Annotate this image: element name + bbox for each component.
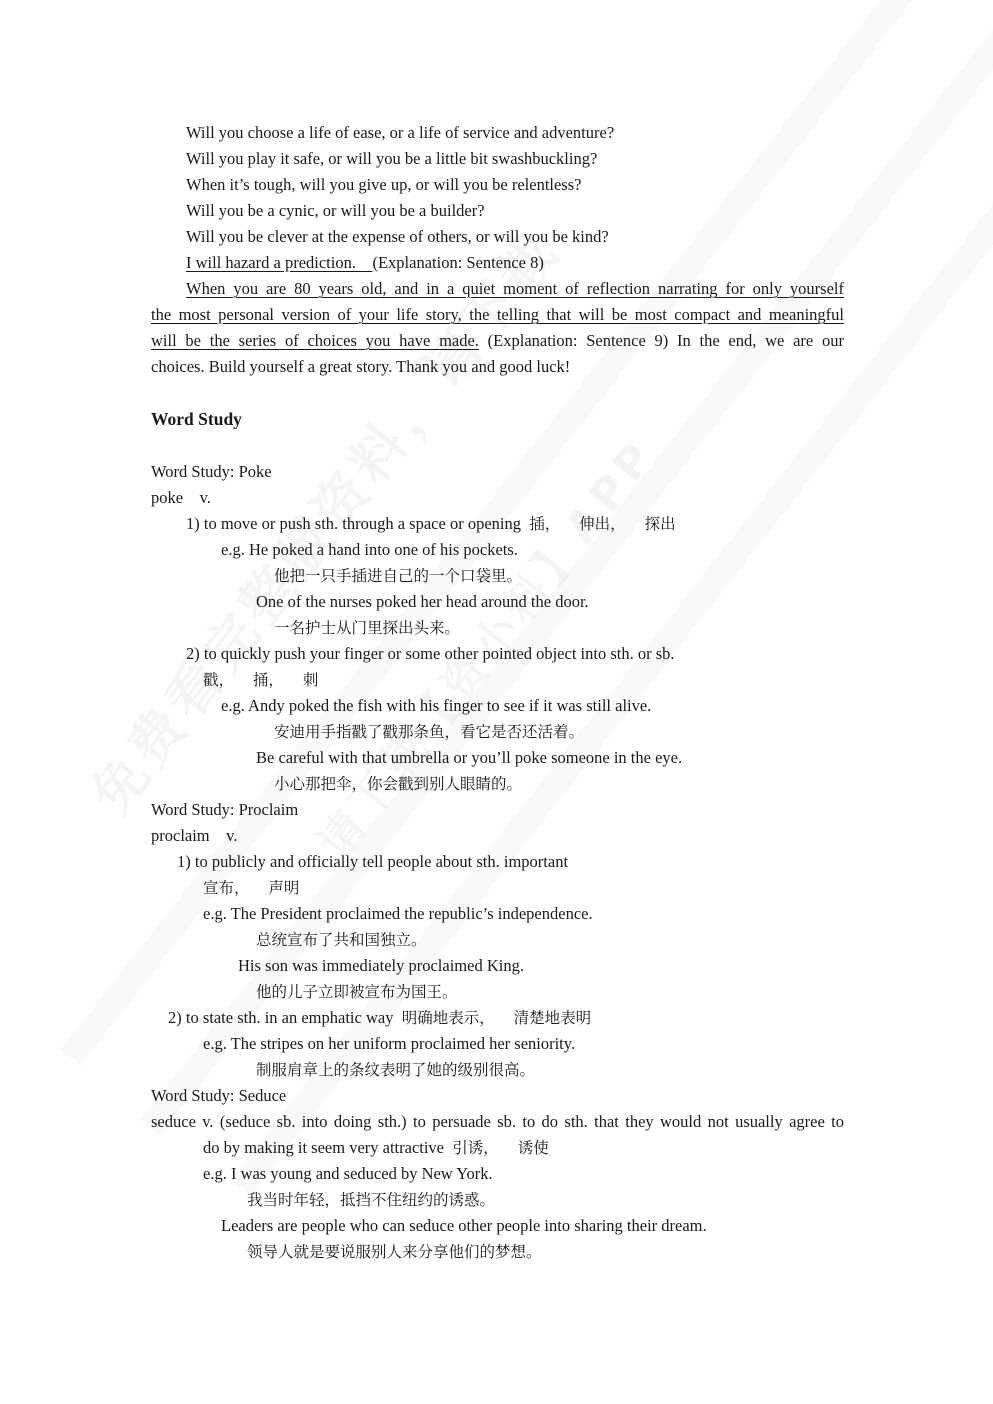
example-sentence: e.g. I was young and seduced by New York. xyxy=(203,1164,493,1183)
example-translation: 总统宣布了共和国独立。 xyxy=(256,931,427,949)
underlined-sentence: I will hazard a prediction. xyxy=(186,253,356,272)
chinese-gloss: 插， 伸出， 探出 xyxy=(529,515,676,533)
word-study-title: Word Study: Poke xyxy=(151,462,272,481)
example-sentence: e.g. Andy poked the fish with his finger to see if it was still alive. xyxy=(221,696,652,715)
question-line: Will you be a cynic, or will you be a builder? xyxy=(186,201,485,220)
example-translation: 他的儿子立即被宣布为国王。 xyxy=(256,983,458,1001)
question-line: Will you be clever at the expense of others, or will you be kind? xyxy=(186,227,609,246)
sense-definition xyxy=(186,514,676,534)
paragraph-line: When you are 80 years old, and in a quiet moment of reflection narrating for only yourself xyxy=(186,279,844,298)
example-sentence: Leaders are people who can seduce other people into sharing their dream. xyxy=(221,1216,707,1235)
example-translation: 制服肩章上的条纹表明了她的级别很高。 xyxy=(256,1061,536,1079)
example-sentence: Be careful with that umbrella or you’ll poke someone in the eye. xyxy=(256,748,683,767)
section-heading: Word Study xyxy=(151,409,242,429)
example-sentence: One of the nurses poked her head around the door. xyxy=(256,592,589,611)
example-sentence: His son was immediately proclaimed King. xyxy=(238,956,524,975)
example-translation: 我当时年轻，抵挡不住纽约的诱惑。 xyxy=(247,1191,496,1209)
sense-definition: 1) to publicly and officially tell people about sth. important xyxy=(177,852,569,871)
chinese-gloss: 宣布， 声明 xyxy=(203,879,300,897)
sense-definition: seduce v. (seduce sb. into doing sth.) to persuade sb. to do sth. that they would not usually agree to xyxy=(151,1112,844,1131)
example-sentence: e.g. He poked a hand into one of his pockets. xyxy=(221,540,518,559)
example-translation: 他把一只手插进自己的一个口袋里。 xyxy=(274,567,523,585)
example-translation: 安迪用手指戳了戳那条鱼，看它是否还活着。 xyxy=(274,723,585,741)
sense-definition: 2) to quickly push your finger or some other pointed object into sth. or sb. xyxy=(186,644,675,663)
underlined-sentence: will be the series of choices you have made. xyxy=(151,331,479,350)
word-study-title: Word Study: Seduce xyxy=(151,1086,287,1105)
word-study-title: Word Study: Proclaim xyxy=(151,800,299,819)
question-line: Will you choose a life of ease, or a life of service and adventure? xyxy=(186,123,615,142)
explanation-note: (Explanation: Sentence 9) In the end, we are our xyxy=(487,331,844,350)
headword: poke v. xyxy=(151,488,211,507)
example-translation: 一名护士从门里探出头来。 xyxy=(274,619,461,637)
paragraph-line: choices. Build yourself a great story. Thank you and good luck! xyxy=(151,357,571,376)
chinese-gloss: 引诱， 诱使 xyxy=(452,1139,549,1157)
sense-definition xyxy=(203,1138,549,1158)
hazard-line xyxy=(186,253,544,273)
definition-text: 2) to state sth. in an emphatic way xyxy=(168,1008,394,1027)
question-line: Will you play it safe, or will you be a little bit swashbuckling? xyxy=(186,149,598,168)
chinese-gloss: 戳， 捅， 刺 xyxy=(203,671,319,689)
paragraph-line: the most personal version of your life story, the telling that will be most compact and meaningful xyxy=(151,305,844,324)
example-sentence: e.g. The President proclaimed the republic’s independence. xyxy=(203,904,593,923)
definition-text: 1) to move or push sth. through a space or opening xyxy=(186,514,521,533)
sense-definition xyxy=(168,1008,591,1028)
example-translation: 领导人就是要说服别人来分享他们的梦想。 xyxy=(247,1243,542,1261)
definition-text: do by making it seem very attractive xyxy=(203,1138,445,1157)
headword: proclaim v. xyxy=(151,826,238,845)
example-sentence: e.g. The stripes on her uniform proclaimed her seniority. xyxy=(203,1034,576,1053)
paragraph-line xyxy=(151,331,844,351)
chinese-gloss: 明确地表示， 清楚地表明 xyxy=(401,1009,592,1027)
question-line: When it’s tough, will you give up, or will you be relentless? xyxy=(186,175,582,194)
example-translation: 小心那把伞，你会戳到别人眼睛的。 xyxy=(274,775,523,793)
explanation-note: (Explanation: Sentence 8) xyxy=(372,253,544,272)
